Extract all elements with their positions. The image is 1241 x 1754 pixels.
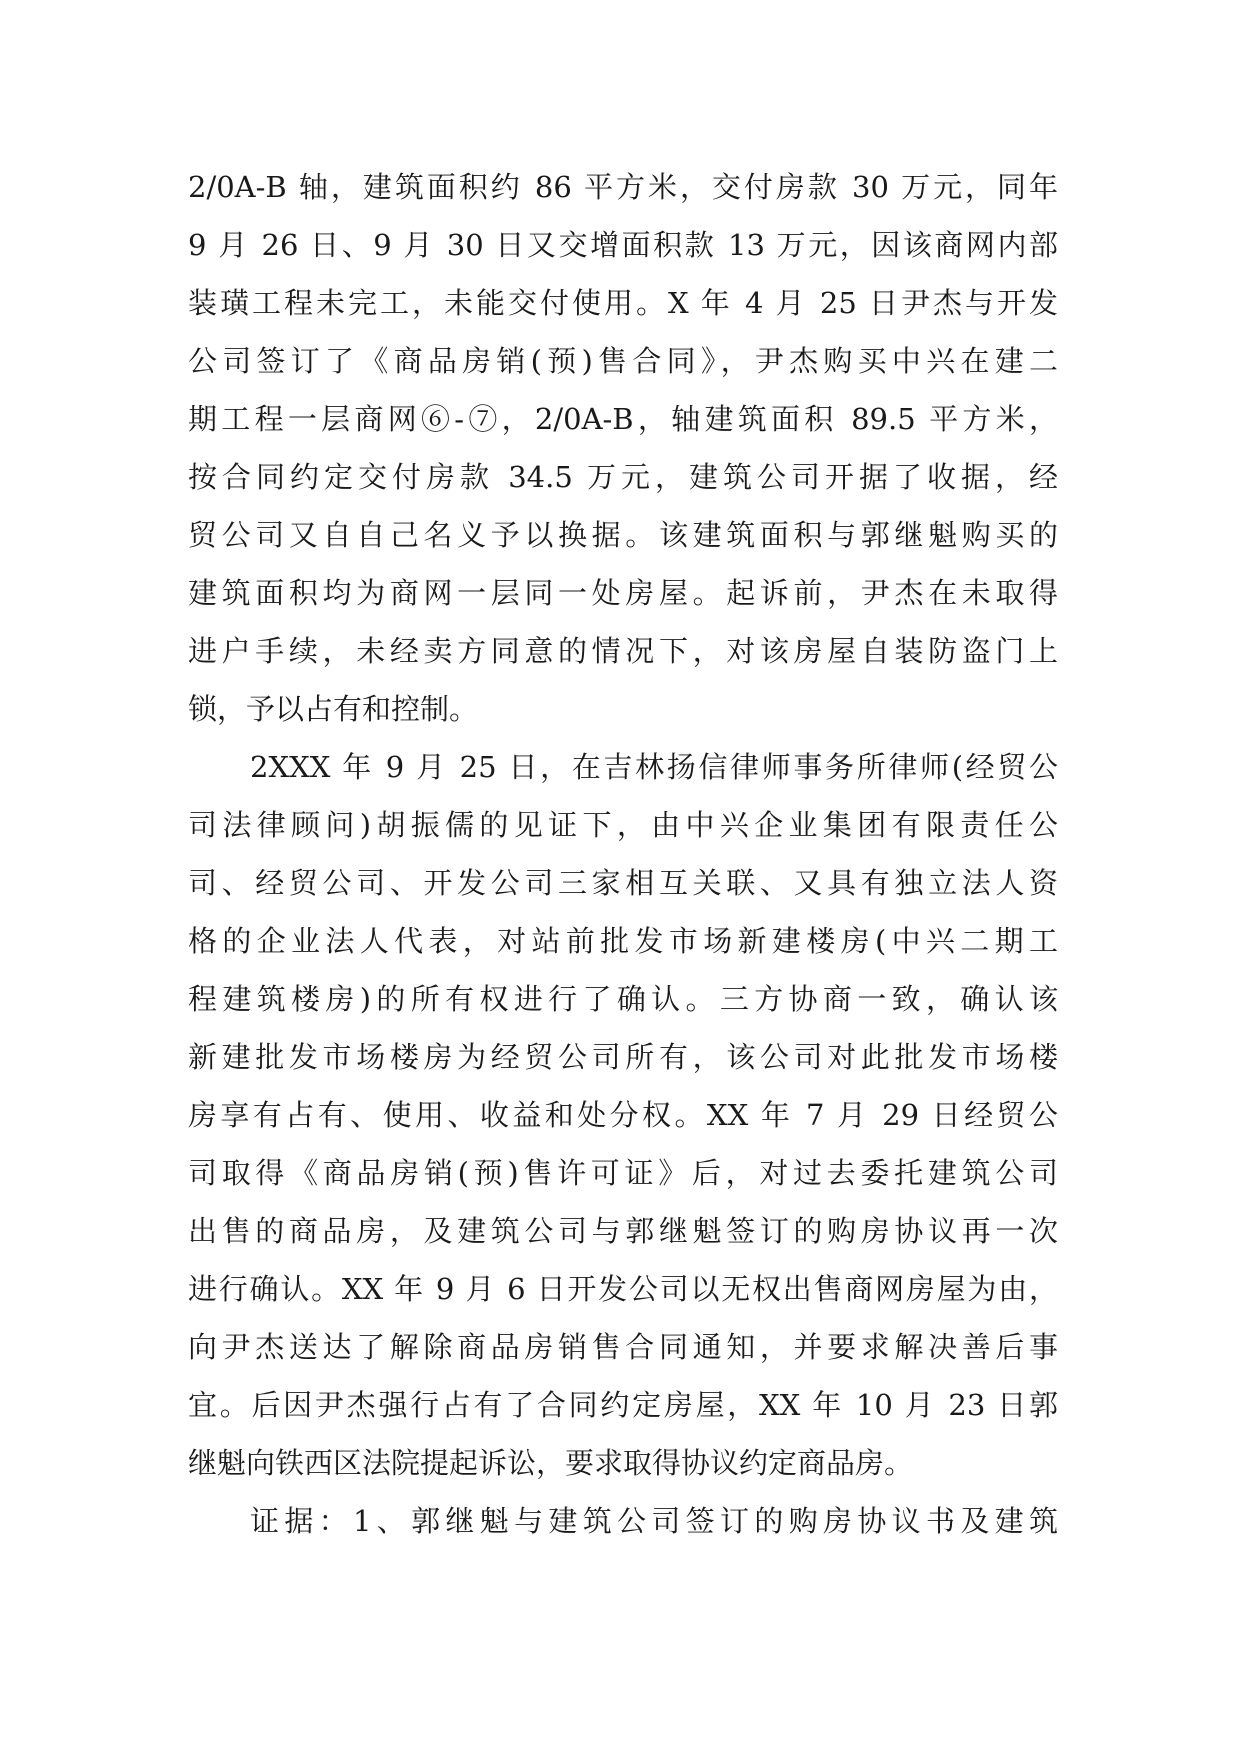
text-line: 锁，予以占有和控制。 bbox=[188, 692, 479, 726]
text-line: 期工程一层商网⑥-⑦，2/0A-B，轴建筑面积 89.5 平方米， bbox=[188, 402, 1058, 436]
text-line: 公司签订了《商品房销(预)售合同》，尹杰购买中兴在建二 bbox=[188, 344, 1058, 378]
text-line: 司取得《商品房销(预)售许可证》后，对过去委托建筑公司 bbox=[188, 1156, 1058, 1190]
text-line: 司、经贸公司、开发公司三家相互关联、又具有独立法人资 bbox=[188, 866, 1058, 900]
text-line: 贸公司又自自己名义予以换据。该建筑面积与郭继魁购买的 bbox=[188, 518, 1058, 552]
text-line: 2/0A-B 轴，建筑面积约 86 平方米，交付房款 30 万元，同年 bbox=[188, 170, 1058, 204]
text-line: 装璜工程未完工，未能交付使用。X 年 4 月 25 日尹杰与开发 bbox=[188, 286, 1058, 320]
text-line: 司法律顾问)胡振儒的见证下，由中兴企业集团有限责任公 bbox=[188, 808, 1058, 842]
text-line: 出售的商品房，及建筑公司与郭继魁签订的购房协议再一次 bbox=[188, 1214, 1058, 1248]
text-line: 进行确认。XX 年 9 月 6 日开发公司以无权出售商网房屋为由， bbox=[188, 1272, 1058, 1306]
text-line: 继魁向铁西区法院提起诉讼，要求取得协议约定商品房。 bbox=[188, 1446, 914, 1480]
text-line: 房享有占有、使用、收益和处分权。XX 年 7 月 29 日经贸公 bbox=[188, 1098, 1058, 1132]
paragraph-first-line: 证据：1、郭继魁与建筑公司签订的购房协议书及建筑 bbox=[250, 1504, 1058, 1538]
text-line: 程建筑楼房)的所有权进行了确认。三方协商一致，确认该 bbox=[188, 982, 1058, 1016]
text-line: 按合同约定交付房款 34.5 万元，建筑公司开据了收据，经 bbox=[188, 460, 1058, 494]
text-line: 建筑面积均为商网一层同一处房屋。起诉前，尹杰在未取得 bbox=[188, 576, 1058, 610]
text-line: 格的企业法人代表，对站前批发市场新建楼房(中兴二期工 bbox=[188, 924, 1058, 958]
text-line: 向尹杰送达了解除商品房销售合同通知，并要求解决善后事 bbox=[188, 1330, 1058, 1364]
text-line: 9 月 26 日、9 月 30 日又交增面积款 13 万元，因该商网内部 bbox=[188, 228, 1058, 262]
text-line: 新建批发市场楼房为经贸公司所有，该公司对此批发市场楼 bbox=[188, 1040, 1058, 1074]
body-text bbox=[188, 158, 1058, 1550]
text-line: 进户手续，未经卖方同意的情况下，对该房屋自装防盗门上 bbox=[188, 634, 1058, 668]
paragraph-first-line: 2XXX 年 9 月 25 日，在吉林扬信律师事务所律师(经贸公 bbox=[250, 750, 1058, 784]
text-line: 宜。后因尹杰强行占有了合同约定房屋，XX 年 10 月 23 日郭 bbox=[188, 1388, 1058, 1422]
